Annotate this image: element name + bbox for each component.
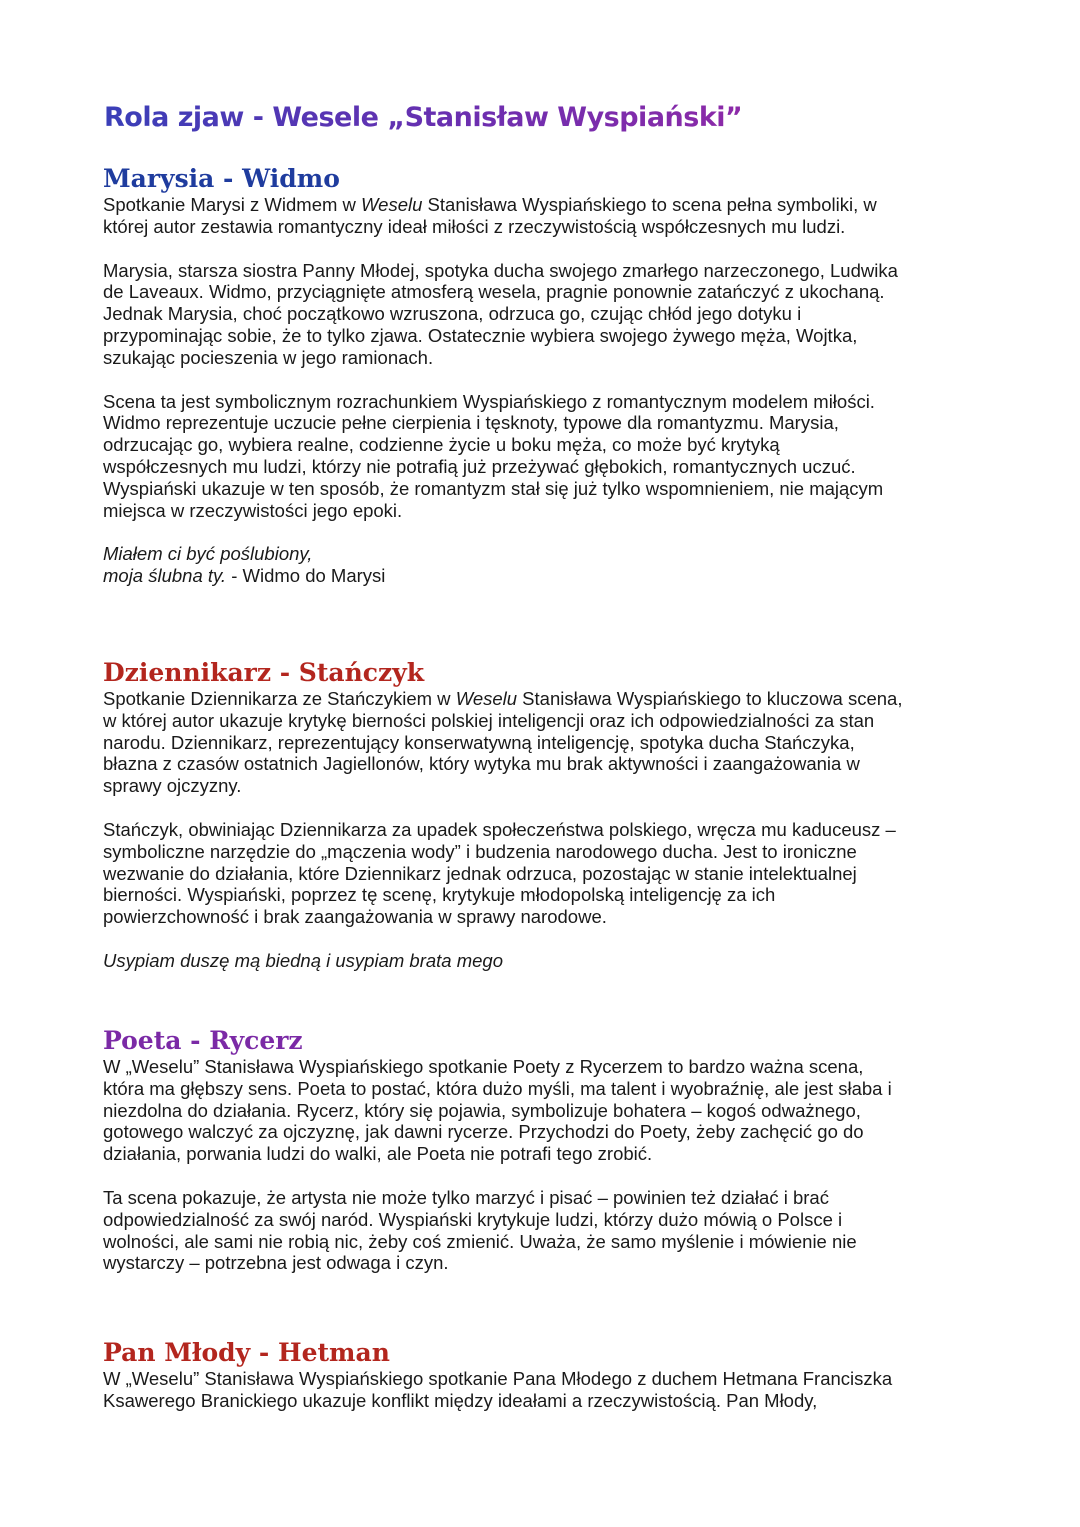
text-run: Spotkanie Dziennikarza ze Stańczykiem w: [103, 688, 456, 709]
section-poeta-rycerz: [103, 1026, 983, 1274]
section-body: [103, 688, 983, 972]
paragraph: Marysia, starsza siostra Panny Młodej, spotyka ducha swojego zmarłego narzeczonego, Ludwika de Laveaux. Widmo, przyciągnięte atmosferą wesela, pragnie ponownie zatańczyć z ukochaną. Jednak Marysia, choć początkowo wzruszona, odrzuca go, czując chłód jego dotyku i przypominając sobie, że to tylko zjawa. Ostatecznie wybiera swojego żywego męża, Wojtka, szukając pocieszenia w jego ramionach.: [103, 259, 898, 368]
quote-attribution: - Widmo do Marysi: [226, 565, 386, 587]
paragraph: Stańczyk, obwiniając Dziennikarza za upadek społeczeństwa polskiego, wręcza mu kaduceusz – symboliczne narzędzie do „mączenia wody” i budzenia narodowego ducha. Jest to ironiczne wezwanie do działania, które Dziennikarz jednak odrzuca, pozostając w stanie intelektualnej bierności. Wyspiański, poprzez tę scenę, krytykuje młodopolską inteligencję za ich powierzchowność i brak zaangażowania w sprawy narodowe.: [103, 818, 896, 928]
emphasis-text: Weselu: [361, 194, 423, 215]
paragraph: Ta scena pokazuje, że artysta nie może tylko marzyć i pisać – powinien też działać i brać odpowiedzialność za swój naród. Wyspiański krytykuje ludzi, którzy dużo mówią o Polsce i wolności, ale sami nie robią nic, żeby coś zmienić. Uważa, że samo myślenie i mówienie nie wystarczy – potrzebna jest odwaga i czyn.: [103, 1186, 857, 1274]
text-run: Spotkanie Marysi z Widmem w: [103, 194, 362, 215]
paragraph: W „Weselu” Stanisława Wyspiańskiego spotkanie Pana Młodego z duchem Hetmana Franciszka Ksawerego Branickiego ukazuje konflikt między ideałami a rzeczywistością. Pan Młody,: [103, 1368, 893, 1411]
section-dziennikarz-stanczyk: [103, 658, 983, 972]
section-marysia-widmo: [103, 164, 983, 587]
section-heading: Dziennikarz - Stańczyk: [103, 658, 425, 687]
section-heading: Marysia - Widmo: [103, 164, 340, 193]
quote: Usypiam duszę mą biedną i usypiam brata mego: [103, 949, 503, 971]
section-body: [103, 194, 983, 587]
paragraph: [103, 194, 983, 238]
section-pan-mlody-hetman: [103, 1338, 983, 1412]
paragraph: Scena ta jest symbolicznym rozrachunkiem Wyspiańskiego z romantycznym modelem miłości. Widmo reprezentuje uczucie pełne cierpienia i tęsknoty, typowe dla romantyzmu. Marysia, odrzucając go, wybiera realne, codzienne życie u boku męża, co może być krytyką współczesnych mu ludzi, którzy nie potrafią już przeżywać głębokich, romantycznych uczuć. Wyspiański ukazuje w ten sposób, że romantyzm stał się już tylko wspomnieniem, nie mającym miejsca w rzeczywistości jego epoki.: [103, 390, 884, 521]
section-body: [103, 1056, 983, 1274]
quote: [103, 543, 983, 587]
quote-line: moja ślubna ty.: [103, 565, 227, 587]
quote-line: Miałem ci być poślubiony,: [103, 543, 313, 565]
paragraph: W „Weselu” Stanisława Wyspiańskiego spotkanie Poety z Rycerzem to bardzo ważna scena, która ma głębszy sens. Poeta to postać, która dużo myśli, ma talent i wyobraźnię, ale jest słaba i niezdolna do działania. Rycerz, który się pojawia, symbolizuje bohatera – kogoś odważnego, gotowego walczyć za ojczyznę, jak dawni rycerze. Przychodzi do Poety, żeby zachęcić go do działania, porwania ludzi do walki, ale Poeta nie potrafi tego zrobić.: [103, 1056, 892, 1165]
section-heading: Poeta - Rycerz: [103, 1026, 303, 1055]
paragraph: [103, 688, 983, 797]
text-run: Stanisława Wyspiańskiego to scena pełna symboliki, w której autor zestawia romantyczny ideał miłości z rzeczywistością współczesnych mu ludzi.: [103, 194, 877, 237]
document-title: Rola zjaw - Wesele „Stanisław Wyspiański”: [104, 100, 742, 136]
section-heading: Pan Młody - Hetman: [103, 1338, 390, 1367]
emphasis-text: Weselu: [455, 688, 518, 709]
text-run: Stanisława Wyspiańskiego to kluczowa scena, w której autor ukazuje krytykę bierności polskiej inteligencji oraz ich odpowiedzialności za stan narodu. Dziennikarz, reprezentujący konserwatywną inteligencję, spotyka ducha Stańczyka, błazna z czasów ostatnich Jagiellonów, który wytyka mu brak aktywności i zaangażowania w sprawy ojczyzny.: [103, 688, 903, 797]
section-body: [103, 1368, 983, 1412]
